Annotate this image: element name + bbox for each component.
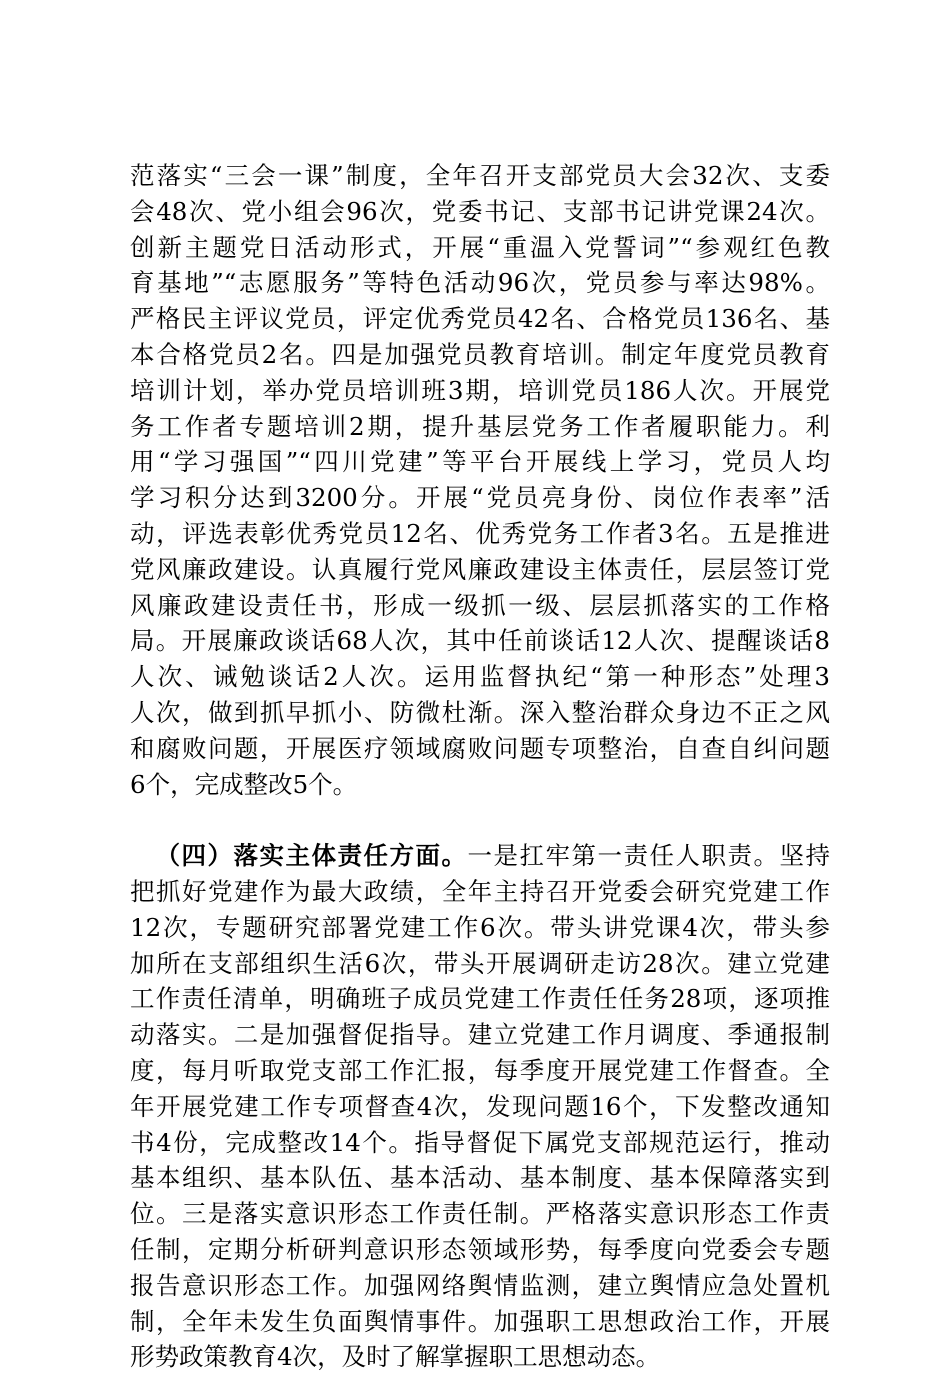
heading-line-text: 一是扛牢第一责任人职责。坚持 (467, 841, 830, 871)
heading-line (130, 838, 830, 874)
text-line: 任制，定期分析研判意识形态领域形势，每季度向党委会专题 (130, 1234, 830, 1264)
text-line: 局。开展廉政谈话68人次，其中任前谈话12人次、提醒谈话8 (130, 626, 830, 656)
text-line: 用“学习强国”“四川党建”等平台开展线上学习，党员人均 (130, 447, 830, 477)
text-line: 务工作者专题培训2期，提升基层党务工作者履职能力。利 (130, 411, 830, 441)
paragraph-discipline-education (130, 158, 830, 802)
text-line: 报告意识形态工作。加强网络舆情监测，建立舆情应急处置机 (130, 1270, 830, 1300)
text-line: 和腐败问题，开展医疗领域腐败问题专项整治，自查自纠问题 (130, 733, 830, 763)
text-line: 加所在支部组织生活6次，带头开展调研走访28次。建立党建 (130, 948, 830, 978)
text-line: 年开展党建工作专项督查4次，发现问题16个，下发整改通知 (130, 1091, 830, 1121)
text-line: 动，评选表彰优秀党员12名、优秀党务工作者3名。五是推进 (130, 518, 830, 548)
text-line: 书4份，完成整改14个。指导督促下属党支部规范运行，推动 (130, 1127, 830, 1157)
text-line: 制，全年未发生负面舆情事件。加强职工思想政治工作，开展 (130, 1306, 830, 1336)
text-line: 把抓好党建作为最大政绩，全年主持召开党委会研究党建工作 (130, 876, 830, 906)
text-line: 党风廉政建设。认真履行党风廉政建设主体责任，层层签订党 (130, 554, 830, 584)
text-line: 人次、诫勉谈话2人次。运用监督执纪“第一种形态”处理3 (130, 662, 830, 692)
paragraph-main-responsibility (130, 838, 830, 1375)
document-page (130, 158, 830, 1375)
text-line: 培训计划，举办党员培训班3期，培训党员186人次。开展党 (130, 375, 830, 405)
text-line: 本合格党员2名。四是加强党员教育培训。制定年度党员教育 (130, 339, 830, 369)
text-line: 会48次、党小组会96次，党委书记、支部书记讲党课24次。 (130, 196, 830, 226)
text-line: 形势政策教育4次，及时了解掌握职工思想动态。 (130, 1342, 661, 1372)
text-line: 风廉政建设责任书，形成一级抓一级、层层抓落实的工作格 (130, 590, 830, 620)
text-line: 基本组织、基本队伍、基本活动、基本制度、基本保障落实到 (130, 1163, 830, 1193)
text-line: 度，每月听取党支部工作汇报，每季度开展党建工作督查。全 (130, 1055, 830, 1085)
text-line: 严格民主评议党员，评定优秀党员42名、合格党员136名、基 (130, 304, 830, 334)
text-line: 6个，完成整改5个。 (130, 769, 358, 799)
text-line: 人次，做到抓早抓小、防微杜渐。深入整治群众身边不正之风 (130, 697, 830, 727)
text-line: 12次，专题研究部署党建工作6次。带头讲党课4次，带头参 (130, 912, 830, 942)
text-line: 创新主题党日活动形式，开展“重温入党誓词”“参观红色教 (130, 232, 830, 262)
text-line: 学习积分达到3200分。开展“党员亮身份、岗位作表率”活 (130, 483, 830, 513)
section-heading: （四）落实主体责任方面。 (154, 841, 468, 871)
text-line: 动落实。二是加强督促指导。建立党建工作月调度、季通报制 (130, 1020, 830, 1050)
text-line: 工作责任清单，明确班子成员党建工作责任任务28项，逐项推 (130, 984, 830, 1014)
text-line: 育基地”“志愿服务”等特色活动96次，党员参与率达98%。 (130, 268, 830, 298)
text-line: 范落实“三会一课”制度，全年召开支部党员大会32次、支委 (130, 161, 830, 190)
text-line: 位。三是落实意识形态工作责任制。严格落实意识形态工作责 (130, 1199, 830, 1229)
paragraph-spacer (130, 802, 830, 838)
